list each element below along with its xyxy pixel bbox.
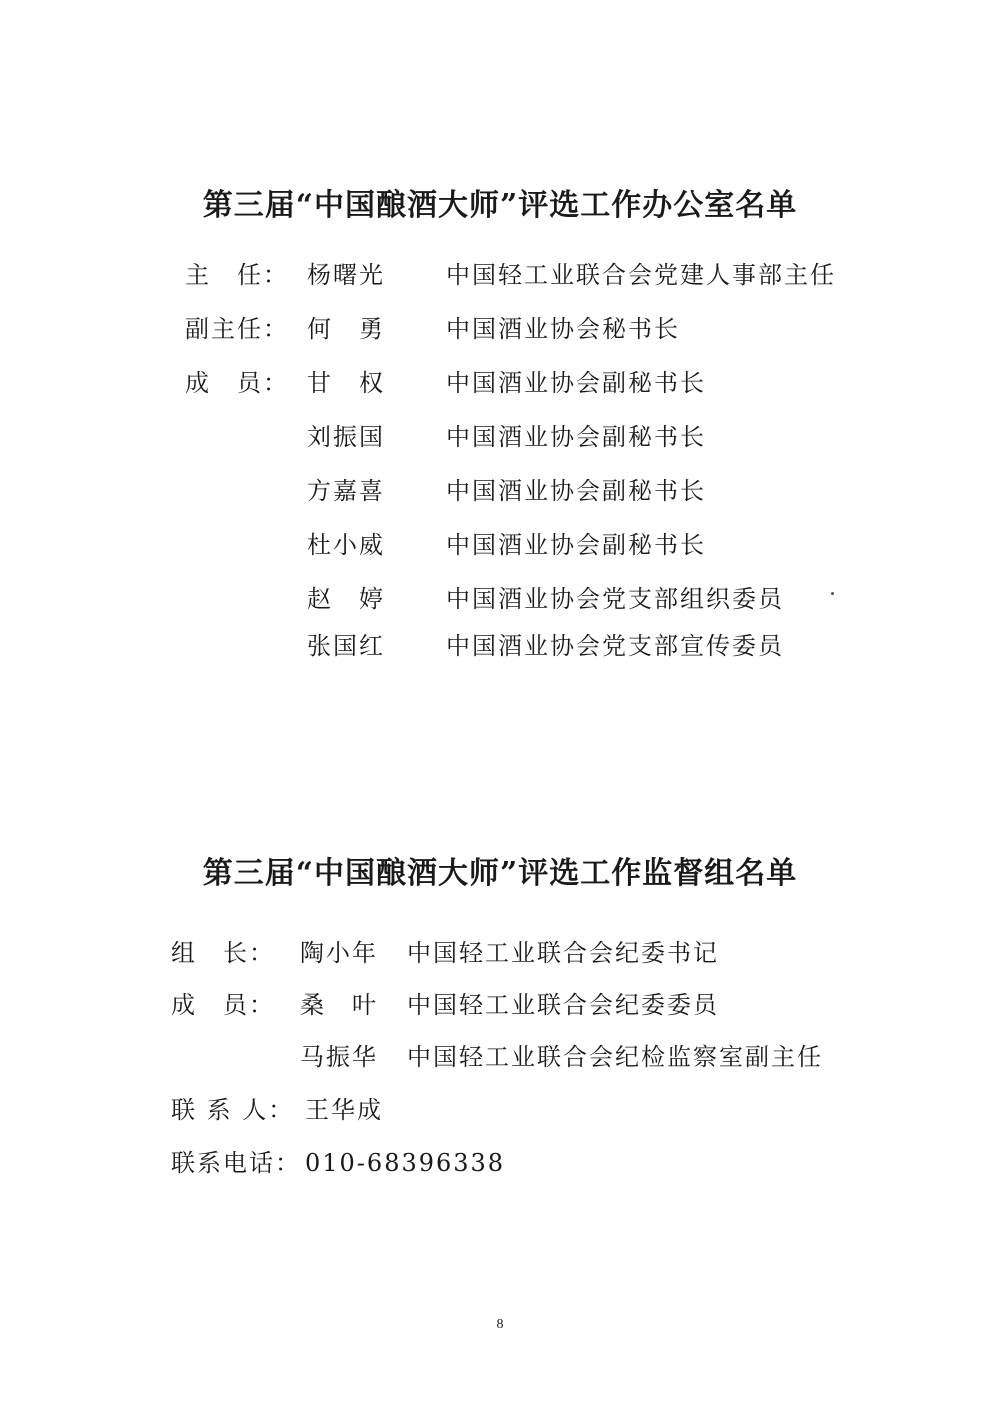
member-position: 中国酒业协会副秘书长 <box>446 477 706 505</box>
member-position: 中国轻工业联合会党建人事部主任 <box>446 261 836 289</box>
member-position: 中国酒业协会秘书长 <box>446 315 680 343</box>
scan-speck <box>831 592 834 595</box>
role-label: 副主任： <box>185 315 289 343</box>
member-position: 中国酒业协会党支部宣传委员 <box>446 632 784 660</box>
member-name: 刘振国 <box>307 423 385 451</box>
role-label: 组 长： <box>171 939 275 967</box>
office-list-title: 第三届“中国酿酒大师”评选工作办公室名单 <box>202 188 798 223</box>
member-name: 赵 婷 <box>307 585 385 613</box>
member-name: 陶小年 <box>300 939 378 967</box>
member-name: 张国红 <box>307 632 385 660</box>
member-position: 中国轻工业联合会纪检监察室副主任 <box>407 1043 823 1071</box>
member-name: 甘 权 <box>307 369 385 397</box>
member-position: 中国酒业协会副秘书长 <box>446 531 706 559</box>
contact-person-name: 王华成 <box>305 1096 383 1124</box>
supervision-list-title: 第三届“中国酿酒大师”评选工作监督组名单 <box>202 856 798 891</box>
member-position: 中国酒业协会党支部组织委员 <box>446 585 784 613</box>
role-label: 成 员： <box>171 991 275 1019</box>
member-name: 杜小威 <box>307 531 385 559</box>
member-name: 方嘉喜 <box>307 477 385 505</box>
role-label: 成 员： <box>185 369 289 397</box>
contact-phone-number: 010-68396338 <box>305 1149 506 1177</box>
member-name: 何 勇 <box>307 315 385 343</box>
member-name: 杨曙光 <box>307 261 385 289</box>
role-label: 主 任： <box>185 261 289 289</box>
page-number: 8 <box>496 1317 504 1332</box>
contact-person-label: 联 系 人： <box>171 1096 295 1124</box>
member-name: 马振华 <box>300 1043 378 1071</box>
member-position: 中国轻工业联合会纪委委员 <box>407 991 719 1019</box>
member-name: 桑 叶 <box>300 991 378 1019</box>
member-position: 中国酒业协会副秘书长 <box>446 423 706 451</box>
member-position: 中国酒业协会副秘书长 <box>446 369 706 397</box>
contact-phone-label: 联系电话： <box>171 1149 301 1177</box>
member-position: 中国轻工业联合会纪委书记 <box>407 939 719 967</box>
